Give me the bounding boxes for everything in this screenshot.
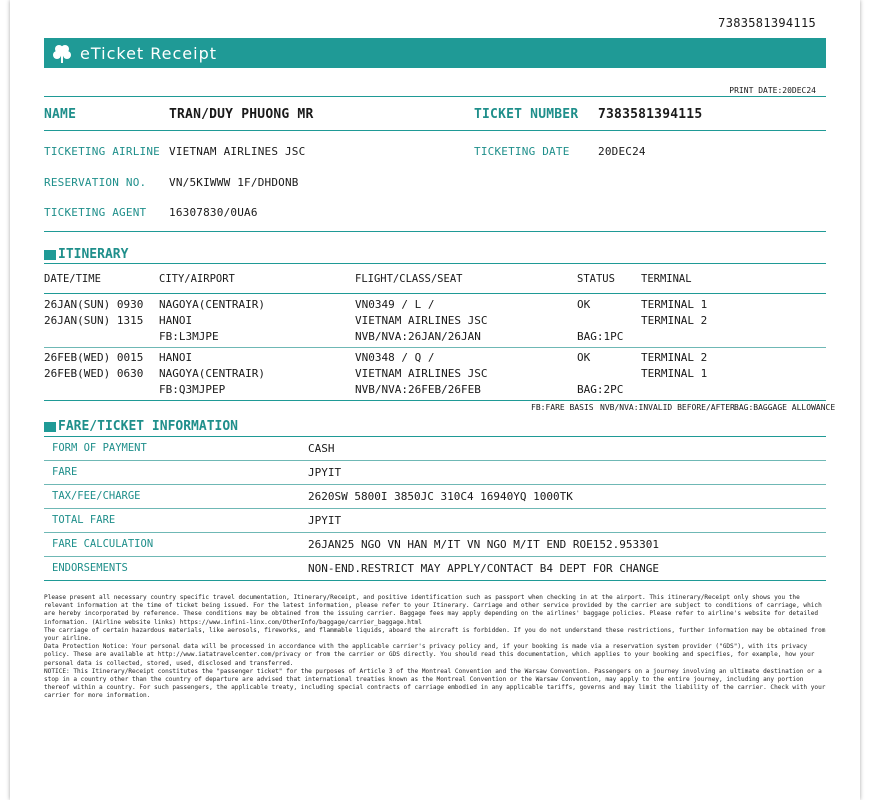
fare-row-label: TOTAL FARE xyxy=(52,514,116,526)
segment-1-status: OK xyxy=(577,298,591,311)
fare-row-value: NON-END.RESTRICT MAY APPLY/CONTACT B4 DEPT FOR CHANGE xyxy=(308,562,659,575)
ticketing-date-label: TICKETING DATE xyxy=(474,145,570,158)
fare-row-endorsements xyxy=(44,557,826,581)
segment-2-arrival-time: 26FEB(WED) 0630 xyxy=(44,367,144,380)
segment-1-arrival-time: 26JAN(SUN) 1315 xyxy=(44,314,144,327)
fare-row-value: JPYIT xyxy=(308,466,342,479)
fare-row-value: 2620SW 5800I 3850JC 310C4 16940YQ 1000TK xyxy=(308,490,573,503)
segment-1-arrival-terminal: TERMINAL 2 xyxy=(641,314,708,327)
page-title: eTicket Receipt xyxy=(80,43,218,63)
ticket-page xyxy=(10,0,860,800)
column-header-flight: FLIGHT/CLASS/SEAT xyxy=(355,273,463,285)
fare-row-total xyxy=(44,509,826,533)
fare-row-calculation xyxy=(44,533,826,557)
column-header-city: CITY/AIRPORT xyxy=(159,273,235,285)
lotus-icon xyxy=(50,41,74,65)
segment-2-arrival-city: NAGOYA(CENTRAIR) xyxy=(159,367,265,380)
fare-heading-text: FARE/TICKET INFORMATION xyxy=(58,419,239,434)
ticketing-airline-label: TICKETING AIRLINE xyxy=(44,145,160,158)
segment-2-fare-basis: FB:Q3MJPEP xyxy=(159,383,226,396)
passenger-name: TRAN/DUY PHUONG MR xyxy=(169,107,314,122)
document-number: 7383581394115 xyxy=(718,16,816,30)
section-marker-icon xyxy=(44,250,56,260)
legend-fare-basis: FB:FARE BASIS xyxy=(531,403,594,412)
segment-2-flight: VN0348 / Q / xyxy=(355,351,435,364)
column-header-status: STATUS xyxy=(577,273,615,285)
divider xyxy=(44,293,826,294)
segment-1-validity: NVB/NVA:26JAN/26JAN xyxy=(355,330,481,343)
divider xyxy=(44,263,826,264)
title-banner xyxy=(44,38,826,68)
itinerary-heading-text: ITINERARY xyxy=(58,247,129,262)
fare-row-tax xyxy=(44,485,826,509)
section-marker-icon xyxy=(44,422,56,432)
notice-data-protection: Data Protection Notice: Your personal data will be processed in accordance with the applicable carrier's privacy policy and, if your booking is made via a reservation system provider ("GDS"), with its privacy policy. These are available at http://www.iatatravelcenter.com/privacy or from the carrier or GDS directly. You should read this documentation, which applies to your booking and specifies, for example, how your personal data is collected, stored, used, disclosed and transferred. xyxy=(44,643,815,667)
segment-2-carrier: VIETNAM AIRLINES JSC xyxy=(355,367,488,380)
notice-travel-documents: Please present all necessary country specific travel documentation, Itinerary/Receipt, and positive identification such as passport when checking in at the airport. This itinerary/Receipt only shows you the relevant information at the time of ticket being issued. For the latest information, please refer to your Itinerary. Carriage and other service provided by the carrier are subject to conditions of carriage, which are hereby incorporated by reference. These conditions may be obtained from the issuing carrier. Baggage fees may apply depending on the airlines' baggage policies. Please refer to airline's website for detailed information. (Airline website links) https://www.infini-linx.com/OtherInfo/baggage/carrier_baggage.html xyxy=(44,594,822,626)
divider xyxy=(44,347,826,348)
segment-2-departure-city: HANOI xyxy=(159,351,193,364)
print-date: PRINT DATE:20DEC24 xyxy=(729,86,816,95)
fare-heading xyxy=(44,419,238,434)
segment-1-flight: VN0349 / L / xyxy=(355,298,435,311)
divider xyxy=(44,400,826,401)
reservation-label: RESERVATION NO. xyxy=(44,176,147,189)
divider xyxy=(44,231,826,232)
legal-notices xyxy=(44,594,826,701)
legend-validity: NVB/NVA:INVALID BEFORE/AFTER xyxy=(600,403,735,412)
itinerary-heading xyxy=(44,247,128,262)
ticket-number: 7383581394115 xyxy=(598,107,703,122)
segment-1-fare-basis: FB:L3MJPE xyxy=(159,330,219,343)
segment-2-departure-terminal: TERMINAL 2 xyxy=(641,351,708,364)
name-label: NAME xyxy=(44,107,77,122)
notice-hazardous-materials: The carriage of certain hazardous materials, like aerosols, fireworks, and flammable liquids, aboard the aircraft is forbidden. If you do not understand these restrictions, further information may be obtained from your airline. xyxy=(44,626,826,643)
fare-row-value: CASH xyxy=(308,442,335,455)
segment-1-departure-city: NAGOYA(CENTRAIR) xyxy=(159,298,265,311)
ticketing-airline: VIETNAM AIRLINES JSC xyxy=(169,145,306,158)
column-header-datetime: DATE/TIME xyxy=(44,273,101,285)
reservation-number: VN/5KIWWW 1F/DHDONB xyxy=(169,176,299,189)
fare-row-label: FARE CALCULATION xyxy=(52,538,154,550)
divider xyxy=(44,130,826,131)
ticketing-agent-label: TICKETING AGENT xyxy=(44,206,147,219)
segment-2-departure-time: 26FEB(WED) 0015 xyxy=(44,351,144,364)
ticketing-date: 20DEC24 xyxy=(598,145,646,158)
segment-1-departure-time: 26JAN(SUN) 0930 xyxy=(44,298,144,311)
segment-1-baggage: BAG:1PC xyxy=(577,330,624,343)
fare-row-value: 26JAN25 NGO VN HAN M/IT VN NGO M/IT END ROE152.953301 xyxy=(308,538,659,551)
legend-baggage: BAG:BAGGAGE ALLOWANCE xyxy=(734,403,836,412)
column-header-terminal: TERMINAL xyxy=(641,273,692,285)
segment-2-baggage: BAG:2PC xyxy=(577,383,624,396)
segment-2-arrival-terminal: TERMINAL 1 xyxy=(641,367,708,380)
fare-row-label: FORM OF PAYMENT xyxy=(52,442,147,454)
fare-row-label: TAX/FEE/CHARGE xyxy=(52,490,141,502)
segment-2-validity: NVB/NVA:26FEB/26FEB xyxy=(355,383,481,396)
fare-row-fare xyxy=(44,461,826,485)
fare-row-label: FARE xyxy=(52,466,78,478)
segment-2-status: OK xyxy=(577,351,591,364)
notice-montreal-convention: NOTICE: This Itinerary/Receipt constitutes the "passenger ticket" for the purposes of Article 3 of the Montreal Convention and the Warsaw Convention. Passengers on a journey involving an ultimate destination or a stop in a country other than the country of departure are advised that international treaties known as the Montreal Convention or the Warsaw Convention, may apply to the entire journey, including any portion thereof within a country. For such passengers, the applicable treaty, including special contracts of carriage embodied in any applicable tariffs, governs and may limit the liability of the carrier. Check with your carrier for more information. xyxy=(44,667,826,700)
fare-row-value: JPYIT xyxy=(308,514,342,527)
segment-1-departure-terminal: TERMINAL 1 xyxy=(641,298,708,311)
ticketing-agent: 16307830/0UA6 xyxy=(169,206,258,219)
segment-1-carrier: VIETNAM AIRLINES JSC xyxy=(355,314,488,327)
segment-1-arrival-city: HANOI xyxy=(159,314,193,327)
divider xyxy=(44,96,826,97)
ticket-number-label: TICKET NUMBER xyxy=(474,107,579,122)
fare-row-payment xyxy=(44,437,826,461)
fare-row-label: ENDORSEMENTS xyxy=(52,562,128,574)
